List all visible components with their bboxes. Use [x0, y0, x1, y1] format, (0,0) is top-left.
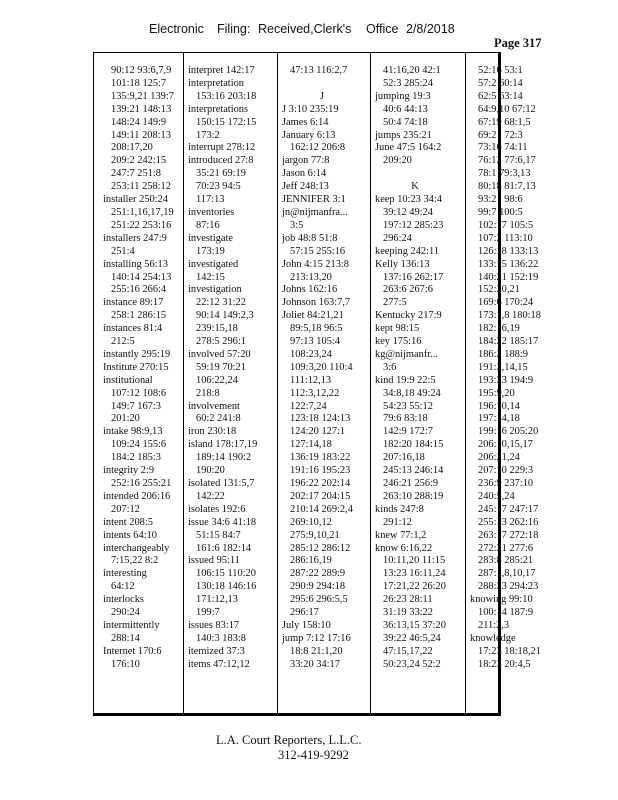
- index-entry: Joliet 84:21,21: [282, 310, 344, 322]
- index-entry: 173:2: [196, 129, 220, 141]
- index-entry: kinds 247:8: [375, 503, 424, 515]
- index-entry: knowledge: [470, 632, 516, 644]
- header-date: 2/8/2018: [406, 22, 455, 36]
- index-entry: Institute 270:15: [103, 361, 169, 373]
- page-number: Page 317: [494, 36, 542, 50]
- index-entry: investigation: [188, 284, 242, 296]
- index-entry: jargon 77:8: [282, 155, 330, 167]
- index-entry: 161:6 182:14: [196, 542, 252, 554]
- index-entry: 251:4: [111, 245, 135, 257]
- index-entry: 191:2,14,15: [478, 361, 528, 373]
- index-entry: 251:1,16,17,19: [111, 206, 174, 218]
- header-received: Received,Clerk's: [258, 22, 352, 36]
- index-entry: 193:23 194:9: [478, 374, 534, 386]
- index-entry: 101:18 125:7: [111, 77, 167, 89]
- index-entry: 272:21 277:6: [478, 542, 534, 554]
- index-entry: 162:12 206:8: [290, 142, 346, 154]
- index-entry: 99:7 100:5: [478, 206, 523, 218]
- index-entry: 247:7 251:8: [111, 168, 161, 180]
- index-entry: 184:22 185:17: [478, 336, 539, 348]
- index-entry: 123:18 124:13: [290, 413, 351, 425]
- index-entry: 263:10 288:19: [383, 490, 444, 502]
- index-entry: 245:13 246:14: [383, 465, 444, 477]
- index-entry: intents 64:10: [103, 529, 157, 541]
- index-entry: involved 57:20: [188, 348, 251, 360]
- index-entry: J: [319, 90, 325, 102]
- index-entry: kind 19:9 22:5: [375, 374, 436, 386]
- index-entry: Johns 162:16: [282, 284, 338, 296]
- index-entry: 142:22: [196, 490, 225, 502]
- index-entry: 136:19 183:22: [290, 452, 351, 464]
- index-entry: 287:22 289:9: [290, 568, 346, 580]
- index-entry: 67:19 68:1,5: [478, 116, 531, 128]
- index-entry: 10:11,20 11:15: [383, 555, 446, 567]
- index-entry: 64:9,10 67:12: [478, 103, 536, 115]
- index-entry: 40:6 44:13: [383, 103, 428, 115]
- index-entry: interpretations: [188, 103, 249, 115]
- column-divider: [277, 53, 278, 713]
- index-entry: 73:16 74:11: [478, 142, 528, 154]
- index-entry: 109:3,20 110:4: [290, 361, 353, 373]
- index-column-1: [103, 65, 174, 672]
- index-entry: 196:22 202:14: [290, 478, 351, 489]
- index-entry: installer 250:24: [103, 194, 168, 206]
- index-entry: 258:1 286:15: [111, 310, 167, 322]
- index-entry: 51:15 84:7: [196, 529, 241, 541]
- index-entry: 78:1 79:3,13: [478, 168, 531, 180]
- index-entry: 206:10,15,17: [478, 439, 533, 451]
- footer-phone: 312-419-9292: [278, 748, 349, 762]
- index-entry: 70:23 94:5: [196, 181, 241, 193]
- index-entry: 218:8: [196, 387, 220, 399]
- index-entry: 107:12 108:6: [111, 387, 167, 399]
- index-entry: 39:12 49:24: [383, 206, 433, 218]
- index-entry: 60:2 241:8: [196, 413, 241, 425]
- index-entry: investigated: [188, 258, 239, 270]
- header-office: Office: [366, 22, 399, 36]
- index-entry: 255:13 262:16: [478, 516, 539, 528]
- index-entry: 140:14 254:13: [111, 271, 172, 283]
- index-column-2: [188, 65, 257, 672]
- index-entry: 52:16 53:1: [478, 65, 523, 76]
- index-entry: 26:23 28:11: [383, 594, 433, 606]
- index-entry: 169:6 170:24: [478, 297, 534, 309]
- index-entry: January 6:13: [282, 129, 336, 141]
- index-entry: job 48:8 51:8: [282, 232, 338, 244]
- index-entry: 142:15: [196, 271, 225, 283]
- index-entry: 150:15 172:15: [196, 116, 257, 128]
- index-entry: 106:15 110:20: [196, 568, 256, 580]
- index-entry: 209:2 242:15: [111, 155, 167, 167]
- index-entry: interpret 142:17: [188, 65, 255, 76]
- index-entry: 140:21 152:19: [478, 271, 539, 283]
- index-entry: knew 77:1,2: [375, 529, 427, 541]
- index-entry: intended 206:16: [103, 490, 171, 502]
- index-entry: 207:16,18: [383, 452, 425, 464]
- index-entry: JENNIFER 3:1: [282, 194, 346, 206]
- index-entry: 211:2,3: [478, 619, 510, 631]
- index-entry: 17:21,22 26:20: [383, 581, 446, 593]
- column-divider: [465, 53, 466, 713]
- index-entry: 197:14,18: [478, 413, 520, 425]
- index-entry: 57:15 255:16: [290, 245, 346, 257]
- index-entry: interesting: [103, 568, 147, 580]
- index-entry: 288:23 294:23: [478, 581, 539, 593]
- index-entry: jumping 19:3: [375, 90, 431, 102]
- index-entry: 108:23,24: [290, 348, 332, 360]
- index-entry: June 47:5 164:2: [375, 142, 442, 154]
- index-entry: 240:5,24: [478, 490, 515, 502]
- index-entry: 283:8 285:21: [478, 555, 534, 567]
- index-entry: 35:21 69:19: [196, 168, 246, 180]
- index-entry: 210:14 269:2,4: [290, 503, 353, 515]
- index-entry: 62:5 63:14: [478, 90, 523, 102]
- header-electronic: Electronic: [149, 22, 204, 36]
- index-entry: 239:15,18: [196, 323, 238, 335]
- index-entry: jump 7:12 17:16: [282, 632, 351, 644]
- index-entry: July 158:10: [282, 619, 331, 631]
- index-entry: investigate: [188, 232, 234, 244]
- index-entry: 106:22,24: [196, 374, 238, 386]
- index-entry: 190:20: [196, 465, 225, 477]
- index-entry: know 6:16,22: [375, 542, 433, 554]
- index-entry: 52:3 285:24: [383, 77, 433, 89]
- index-entry: 207:12: [111, 503, 140, 515]
- index-entry: jumps 235:21: [375, 129, 432, 141]
- index-entry: introduced 27:8: [188, 155, 254, 167]
- index-entry: integrity 2:9: [103, 465, 155, 477]
- index-entry: Johnson 163:7,7: [282, 297, 351, 309]
- index-entry: installers 247:9: [103, 232, 167, 244]
- index-entry: Internet 170:6: [103, 645, 162, 657]
- index-entry: [375, 168, 455, 181]
- index-entry: 189:14 190:2: [196, 452, 252, 464]
- index-entry: 287:1,8,10,17: [478, 568, 536, 580]
- index-entry: 90:12 93:6,7,9: [111, 65, 172, 76]
- index-entry: key 175:16: [375, 336, 422, 348]
- index-entry: 140:3 183:8: [196, 632, 246, 644]
- index-entry: 171:12,13: [196, 594, 238, 606]
- index-entry: interchangeably: [103, 542, 170, 554]
- index-entry: 137:16 262:17: [383, 271, 444, 283]
- index-entry: 89:5,18 96:5: [290, 323, 343, 335]
- index-entry: 117:13: [196, 194, 225, 206]
- index-entry: 33:20 34:17: [290, 658, 340, 670]
- index-entry: 59:19 70:21: [196, 361, 246, 373]
- index-entry: 253:11 258:12: [111, 181, 171, 193]
- index-entry: 31:19 33:22: [383, 607, 433, 619]
- index-entry: 252:16 255:21: [111, 478, 172, 489]
- index-entry: 173:19: [196, 245, 225, 257]
- index-entry: itemized 37:3: [188, 645, 245, 657]
- index-entry: isolated 131:5,7: [188, 478, 255, 489]
- index-entry: 269:10,12: [290, 516, 332, 528]
- index-entry: 263:17 272:18: [478, 529, 539, 541]
- index-entry: 18:23 20:4,5: [478, 658, 531, 670]
- footer-company: L.A. Court Reporters, L.L.C.: [216, 733, 362, 747]
- index-entry: 212:5: [111, 336, 135, 348]
- index-entry: J 3:10 235:19: [282, 103, 339, 115]
- index-entry: 149:11 208:13: [111, 129, 171, 141]
- index-entry: [282, 78, 362, 91]
- index-entry: 176:10: [111, 658, 140, 670]
- index-entry: institutional: [103, 374, 153, 386]
- index-entry: 148:24 149:9: [111, 116, 167, 128]
- index-entry: 87:16: [196, 219, 220, 231]
- index-entry: 50:23,24 52:2: [383, 658, 441, 670]
- index-entry: 127:14,18: [290, 439, 332, 451]
- index-entry: issue 34:6 41:18: [188, 516, 257, 528]
- index-entry: intermittently: [103, 619, 160, 631]
- index-entry: 186:2 188:9: [478, 348, 528, 360]
- index-entry: knowing 99:10: [470, 594, 533, 606]
- index-entry: kg@nijmanfr...: [375, 348, 438, 360]
- index-entry: 288:14: [111, 632, 140, 644]
- index-entry: 191:16 195:23: [290, 465, 351, 477]
- index-entry: 246:21 256:9: [383, 478, 439, 489]
- index-entry: intent 208:5: [103, 516, 153, 528]
- index-entry: 135:9,21 139:7: [111, 90, 174, 102]
- index-entry: 296:17: [290, 607, 319, 619]
- index-entry: Jason 6:14: [282, 168, 327, 180]
- index-entry: 213:13,20: [290, 271, 332, 283]
- index-entry: 296:24: [383, 232, 412, 244]
- index-entry: issues 83:17: [188, 619, 240, 631]
- index-entry: Kentucky 217:9: [375, 310, 442, 322]
- index-entry: isolates 192:6: [188, 503, 246, 515]
- index-entry: 184:2 185:3: [111, 452, 161, 464]
- index-entry: 112:3,12,22: [290, 387, 340, 399]
- index-entry: 245:17 247:17: [478, 503, 539, 515]
- index-entry: 275:9,10,21: [290, 529, 340, 541]
- index-entry: 149:7 167:3: [111, 400, 161, 412]
- index-entry: 290:24: [111, 607, 140, 619]
- index-entry: installing 56:13: [103, 258, 168, 270]
- index-entry: 90:14 149:2,3: [196, 310, 254, 322]
- index-entry: 69:21 72:3: [478, 129, 523, 141]
- index-entry: 208:17,20: [111, 142, 153, 154]
- index-frame: [93, 52, 541, 716]
- index-entry: 64:12: [111, 581, 135, 593]
- index-entry: keep 10:23 34:4: [375, 194, 442, 206]
- index-entry: 50:4 74:18: [383, 116, 428, 128]
- index-entry: 286:16,19: [290, 555, 332, 567]
- index-entry: 18:8 21:1,20: [290, 645, 343, 657]
- index-entry: interrupt 278:12: [188, 142, 256, 154]
- index-entry: 100:14 187:9: [478, 607, 534, 619]
- index-entry: 47:13 116:2,7: [290, 65, 348, 76]
- index-entry: 109:24 155:6: [111, 439, 167, 451]
- index-entry: island 178:17,19: [188, 439, 258, 451]
- header-filing: Filing:: [217, 22, 251, 36]
- index-entry: Jeff 248:13: [282, 181, 329, 193]
- index-entry: 130:18 146:16: [196, 581, 257, 593]
- index-entry: 153:16 203:18: [196, 90, 257, 102]
- index-entry: instance 89:17: [103, 297, 164, 309]
- index-entry: 34:8,18 49:24: [383, 387, 441, 399]
- index-entry: 133:15 136:22: [478, 258, 539, 270]
- index-entry: 206:21,24: [478, 452, 520, 464]
- index-entry: intake 98:9,13: [103, 426, 163, 438]
- index-entry: Kelly 136:13: [375, 258, 430, 270]
- index-entry: 102:17 105:5: [478, 219, 534, 231]
- index-entry: 36:13,15 37:20: [383, 619, 446, 631]
- index-entry: 142:9 172:7: [383, 426, 433, 438]
- index-entry: 17:23 18:18,21: [478, 645, 541, 657]
- index-entry: James 6:14: [282, 116, 329, 128]
- index-entry: 196:10,14: [478, 400, 520, 412]
- index-entry: 197:12 285:23: [383, 219, 444, 231]
- index-entry: 76:12 77:6,17: [478, 155, 536, 167]
- index-entry: 79:6 83:18: [383, 413, 428, 425]
- index-column-5: [470, 65, 541, 672]
- index-entry: 195:9,20: [478, 387, 515, 399]
- index-entry: kept 98:15: [375, 323, 420, 335]
- index-entry: 47:15,17,22: [383, 645, 433, 657]
- index-entry: 201:20: [111, 413, 140, 425]
- index-entry: 278:5 296:1: [196, 336, 246, 348]
- index-entry: 7:15,22 8:2: [111, 555, 159, 567]
- index-entry: 290:9 294:18: [290, 581, 346, 593]
- index-entry: keeping 242:11: [375, 245, 439, 257]
- column-divider: [183, 53, 184, 713]
- index-entry: jn@nijmanfra...: [282, 206, 348, 218]
- index-entry: 13:23 16:11,24: [383, 568, 446, 580]
- index-entry: 122:7,24: [290, 400, 327, 412]
- column-divider: [370, 53, 371, 713]
- index-entry: 107:2 113:10: [478, 232, 533, 244]
- index-entry: 251:22 253:16: [111, 219, 172, 231]
- index-entry: 152:20,21: [478, 284, 520, 296]
- index-entry: 124:20 127:1: [290, 426, 346, 438]
- index-column-3: [282, 65, 362, 672]
- index-entry: 22:12 31:22: [196, 297, 246, 309]
- index-entry: interlocks: [103, 594, 144, 606]
- index-entry: John 4:15 213:8: [282, 258, 349, 270]
- index-entry: 80:18 81:7,13: [478, 181, 536, 193]
- index-entry: 202:17 204:15: [290, 490, 351, 502]
- index-entry: 199:16 205:20: [478, 426, 539, 438]
- index-entry: 41:16,20 42:1: [383, 65, 441, 76]
- index-entry: 97:13 105:4: [290, 336, 340, 348]
- index-entry: 3:6: [383, 361, 397, 373]
- index-entry: 173:1,8 180:18: [478, 310, 541, 322]
- index-entry: instantly 295:19: [103, 348, 171, 360]
- index-entry: 277:5: [383, 297, 407, 309]
- index-entry: 3:5: [290, 219, 304, 231]
- index-entry: 111:12,13: [290, 374, 332, 386]
- index-entry: inventories: [188, 206, 235, 218]
- index-entry: 209:20: [383, 155, 412, 167]
- index-entry: 291:12: [383, 516, 412, 528]
- index-entry: 199:7: [196, 607, 220, 619]
- index-entry: iron 230:18: [188, 426, 237, 438]
- index-entry: instances 81:4: [103, 323, 163, 335]
- index-entry: K: [411, 181, 419, 193]
- index-entry: 285:12 286:12: [290, 542, 351, 554]
- index-entry: items 47:12,12: [188, 658, 250, 670]
- index-entry: 182:16,19: [478, 323, 520, 335]
- index-entry: 39:22 46:5,24: [383, 632, 441, 644]
- index-entry: involvement: [188, 400, 240, 412]
- index-entry: 207:10 229:3: [478, 465, 534, 477]
- index-entry: 54:23 55:12: [383, 400, 433, 412]
- index-entry: 295:6 296:5,5: [290, 594, 348, 606]
- index-entry: 126:18 133:13: [478, 245, 539, 257]
- index-entry: issued 95:11: [188, 555, 240, 567]
- index-entry: 263:6 267:6: [383, 284, 433, 296]
- index-entry: 182:20 184:15: [383, 439, 444, 451]
- index-entry: interpretation: [188, 77, 244, 89]
- index-column-4: [375, 65, 455, 672]
- index-entry: 255:16 266:4: [111, 284, 167, 296]
- index-entry: 236:9 237:10: [478, 478, 534, 489]
- index-entry: 57:2 60:14: [478, 77, 523, 89]
- index-entry: 139:21 148:13: [111, 103, 172, 115]
- index-entry: 93:21 98:6: [478, 194, 523, 206]
